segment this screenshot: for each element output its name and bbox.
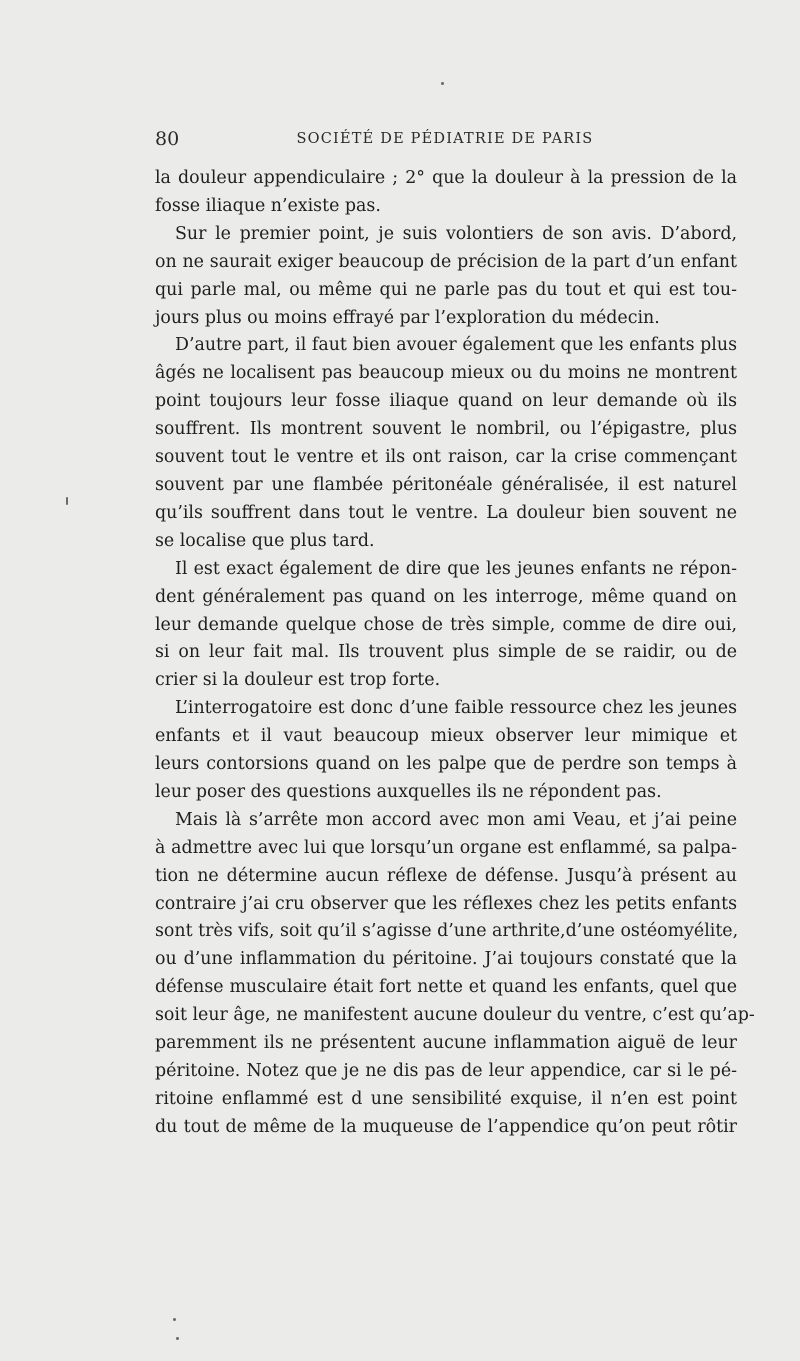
text-line: du tout de même de la muqueuse de l’appendice qu’on peut rôtir — [155, 1116, 737, 1137]
paper-speck — [176, 1337, 179, 1340]
text-line: fosse iliaque n’existe pas. — [155, 195, 381, 216]
paper-speck — [173, 1318, 176, 1321]
text-line: leur poser des questions auxquelles ils ne répondent pas. — [155, 781, 662, 802]
text-line: leur demande quelque chose de très simple, comme de dire oui, — [155, 614, 737, 635]
text-line: on ne saurait exiger beaucoup de précision de la part d’un enfant — [155, 251, 737, 272]
text-line: qu’ils souffrent dans tout le ventre. La douleur bien souvent ne — [155, 502, 737, 523]
paper-speck — [66, 497, 68, 505]
text-line: jours plus ou moins effrayé par l’exploration du médecin. — [155, 307, 660, 328]
page-header — [155, 128, 735, 150]
text-line: souvent par une flambée péritonéale généralisée, il est naturel — [155, 474, 737, 495]
running-title: SOCIÉTÉ DE PÉDIATRIE DE PARIS — [296, 131, 594, 147]
text-line: péritoine. Notez que je ne dis pas de leur appendice, car si le pé- — [155, 1061, 737, 1081]
text-line: Mais là s’arrête mon accord avec mon ami Veau, et j’ai peine — [175, 809, 737, 830]
body-text — [155, 165, 755, 1142]
text-line: leurs contorsions quand on les palpe que de perdre son temps à — [155, 754, 737, 775]
text-line: si on leur fait mal. Ils trouvent plus simple de se raidir, ou de — [155, 642, 737, 663]
text-line: la douleur appendiculaire ; 2° que la douleur à la pression de la — [155, 168, 737, 188]
text-line: L’interrogatoire est donc d’une faible ressource chez les jeunes — [175, 698, 737, 719]
text-line: qui parle mal, ou même qui ne parle pas du tout et qui est tou- — [155, 279, 737, 300]
text-line: souffrent. Ils montrent souvent le nombril, ou l’épigastre, plus — [155, 419, 737, 440]
text-line: point toujours leur fosse iliaque quand on leur demande où ils — [155, 391, 737, 412]
text-line: contraire j’ai cru observer que les réflexes chez les petits enfants — [155, 893, 737, 914]
text-line: ritoine enflammé est d une sensibilité exquise, il n’en est point — [155, 1088, 737, 1109]
text-line: dent généralement pas quand on les interroge, même quand on — [155, 586, 737, 607]
text-line: âgés ne localisent pas beaucoup mieux ou du moins ne montrent — [155, 363, 737, 384]
text-line: Sur le premier point, je suis volontiers de son avis. D’abord, — [175, 223, 737, 244]
paper-speck — [441, 82, 444, 85]
text-line: Il est exact également de dire que les jeunes enfants ne répon- — [175, 558, 737, 579]
text-line: enfants et il vaut beaucoup mieux observer leur mimique et — [155, 726, 737, 747]
text-line: soit leur âge, ne manifestent aucune douleur du ventre, c’est qu’ap- — [155, 1005, 755, 1026]
text-line: D’autre part, il faut bien avouer également que les enfants plus — [175, 335, 737, 356]
text-line: à admettre avec lui que lorsqu’un organe est enflammé, sa palpa- — [155, 837, 737, 858]
text-line: crier si la douleur est trop forte. — [155, 670, 441, 691]
text-line: tion ne détermine aucun réflexe de défense. Jusqu’à présent au — [155, 865, 737, 886]
text-line: se localise que plus tard. — [155, 530, 375, 551]
text-line: défense musculaire était fort nette et quand les enfants, quel que — [155, 977, 737, 998]
text-line: souvent tout le ventre et ils ont raison, car la crise commençant — [155, 447, 737, 468]
text-line: ou d’une inflammation du péritoine. J’ai toujours constaté que la — [155, 949, 737, 970]
page-number: 80 — [155, 128, 180, 150]
text-line: paremment ils ne présentent aucune inflammation aiguë de leur — [155, 1033, 737, 1054]
text-line: sont très vifs, soit qu’il s’agisse d’une arthrite,d’une ostéomyélite, — [155, 921, 739, 942]
